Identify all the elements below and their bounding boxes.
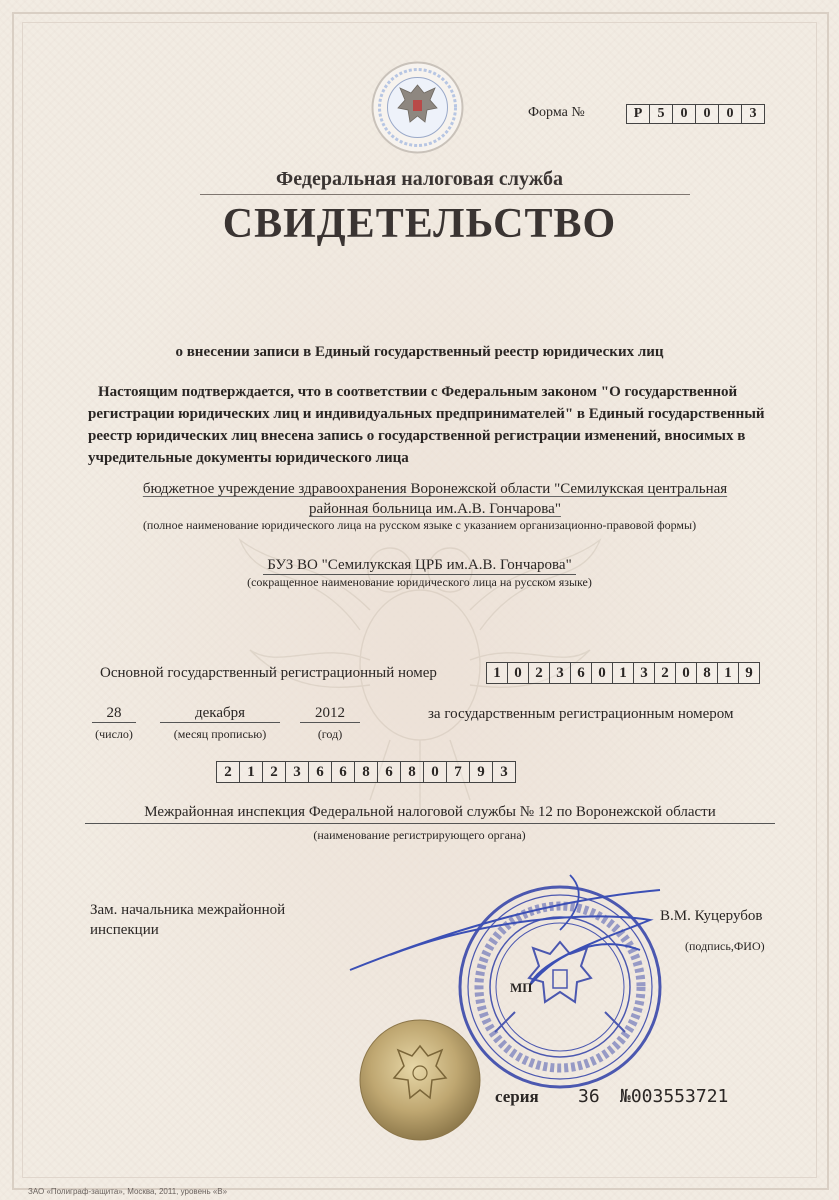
printer-imprint: ЗАО «Полиграф-защита», Москва, 2011, уровень «В» xyxy=(28,1187,228,1196)
full-name-line-2: районная больница им.А.В. Гончарова" xyxy=(309,501,561,517)
grn-digit: 8 xyxy=(400,761,424,783)
date-month: декабря xyxy=(160,705,280,723)
short-name-value: БУЗ ВО "Семилукская ЦРБ им.А.В. Гончарова" xyxy=(263,557,575,575)
regnum-label: за государственным регистрационным номером xyxy=(428,706,734,722)
form-number-cell: 3 xyxy=(741,104,765,124)
hologram-seal-icon xyxy=(358,1018,482,1142)
ogrn-digit: 0 xyxy=(591,662,613,684)
date-year-caption: (год) xyxy=(317,727,343,741)
ogrn-digit: 3 xyxy=(633,662,655,684)
signer-position-line-1: Зам. начальника межрайонной xyxy=(90,902,286,918)
registering-authority: Межрайонная инспекция Федеральной налоговой службы № 12 по Воронежской области xyxy=(85,804,775,824)
ogrn-digit: 9 xyxy=(738,662,760,684)
document-title: СВИДЕТЕЛЬСТВО xyxy=(222,201,617,247)
ogrn-boxes xyxy=(486,662,759,684)
grn-digit: 6 xyxy=(331,761,355,783)
ogrn-digit: 0 xyxy=(675,662,697,684)
full-name-note: (полное наименование юридического лица на русском языке с указанием организационно-правовой формы) xyxy=(142,518,697,532)
form-number-label: Форма № xyxy=(528,105,585,120)
grn-digit: 9 xyxy=(469,761,493,783)
authority-note: (наименование регистрирующего органа) xyxy=(313,828,526,842)
document-subtitle: о внесении записи в Единый государственный реестр юридических лиц xyxy=(175,344,664,360)
signer-name: В.М. Куцерубов xyxy=(660,908,763,924)
short-name-note: (сокращенное наименование юридического лица на русском языке) xyxy=(247,575,592,589)
ogrn-digit: 1 xyxy=(486,662,508,684)
grn-digit: 6 xyxy=(308,761,332,783)
grn-digit: 7 xyxy=(446,761,470,783)
grn-digit: 6 xyxy=(377,761,401,783)
full-name-line-1: бюджетное учреждение здравоохранения Воронежской области "Семилукская центральная xyxy=(142,481,728,497)
certificate-number: №003553721 xyxy=(620,1086,729,1107)
form-number-cell: 0 xyxy=(672,104,696,124)
form-number-cell: 0 xyxy=(695,104,719,124)
grn-digit: 2 xyxy=(262,761,286,783)
form-number-cell: 5 xyxy=(649,104,673,124)
date-day-caption: (число) xyxy=(95,727,133,741)
confirmation-text: Настоящим подтверждается, что в соответствии с Федеральным законом "О государственной регистрации юридических лиц и индивидуальных предпринимателей" в Единый государственный реестр юридических лиц внесена запись о государственной регистрации изменений, вносимых в учредительные документы юридического лица xyxy=(88,384,765,466)
full-name xyxy=(90,479,780,519)
ogrn-digit: 0 xyxy=(507,662,529,684)
ogrn-digit: 8 xyxy=(696,662,718,684)
grn-digit: 0 xyxy=(423,761,447,783)
ogrn-digit: 6 xyxy=(570,662,592,684)
grn-digit: 3 xyxy=(285,761,309,783)
date-month-caption: (месяц прописью) xyxy=(173,727,267,741)
signature-icon xyxy=(330,860,670,1000)
grn-digit: 1 xyxy=(239,761,263,783)
ogrn-digit: 1 xyxy=(717,662,739,684)
signer-position-line-2: инспекции xyxy=(90,922,159,938)
ogrn-digit: 3 xyxy=(549,662,571,684)
form-number-cell: Р xyxy=(626,104,650,124)
short-name xyxy=(0,557,839,574)
date-day: 28 xyxy=(92,705,136,723)
form-number-boxes xyxy=(626,104,764,124)
fns-emblem-icon xyxy=(370,60,465,155)
grn-boxes xyxy=(216,761,515,783)
form-number-cell: 0 xyxy=(718,104,742,124)
series-value: 36 xyxy=(578,1086,600,1107)
agency-name: Федеральная налоговая служба xyxy=(276,168,563,190)
signature-caption: (подпись,ФИО) xyxy=(685,939,765,953)
signer-position xyxy=(90,900,285,940)
ogrn-label: Основной государственный регистрационный номер xyxy=(100,665,437,681)
stamp-place-label: МП xyxy=(510,980,533,995)
ogrn-digit: 2 xyxy=(654,662,676,684)
agency-underline xyxy=(200,194,690,195)
ogrn-digit: 1 xyxy=(612,662,634,684)
grn-digit: 8 xyxy=(354,761,378,783)
grn-digit: 3 xyxy=(492,761,516,783)
grn-digit: 2 xyxy=(216,761,240,783)
date-year: 2012 xyxy=(300,705,360,723)
ogrn-digit: 2 xyxy=(528,662,550,684)
series-label: серия xyxy=(495,1087,539,1106)
